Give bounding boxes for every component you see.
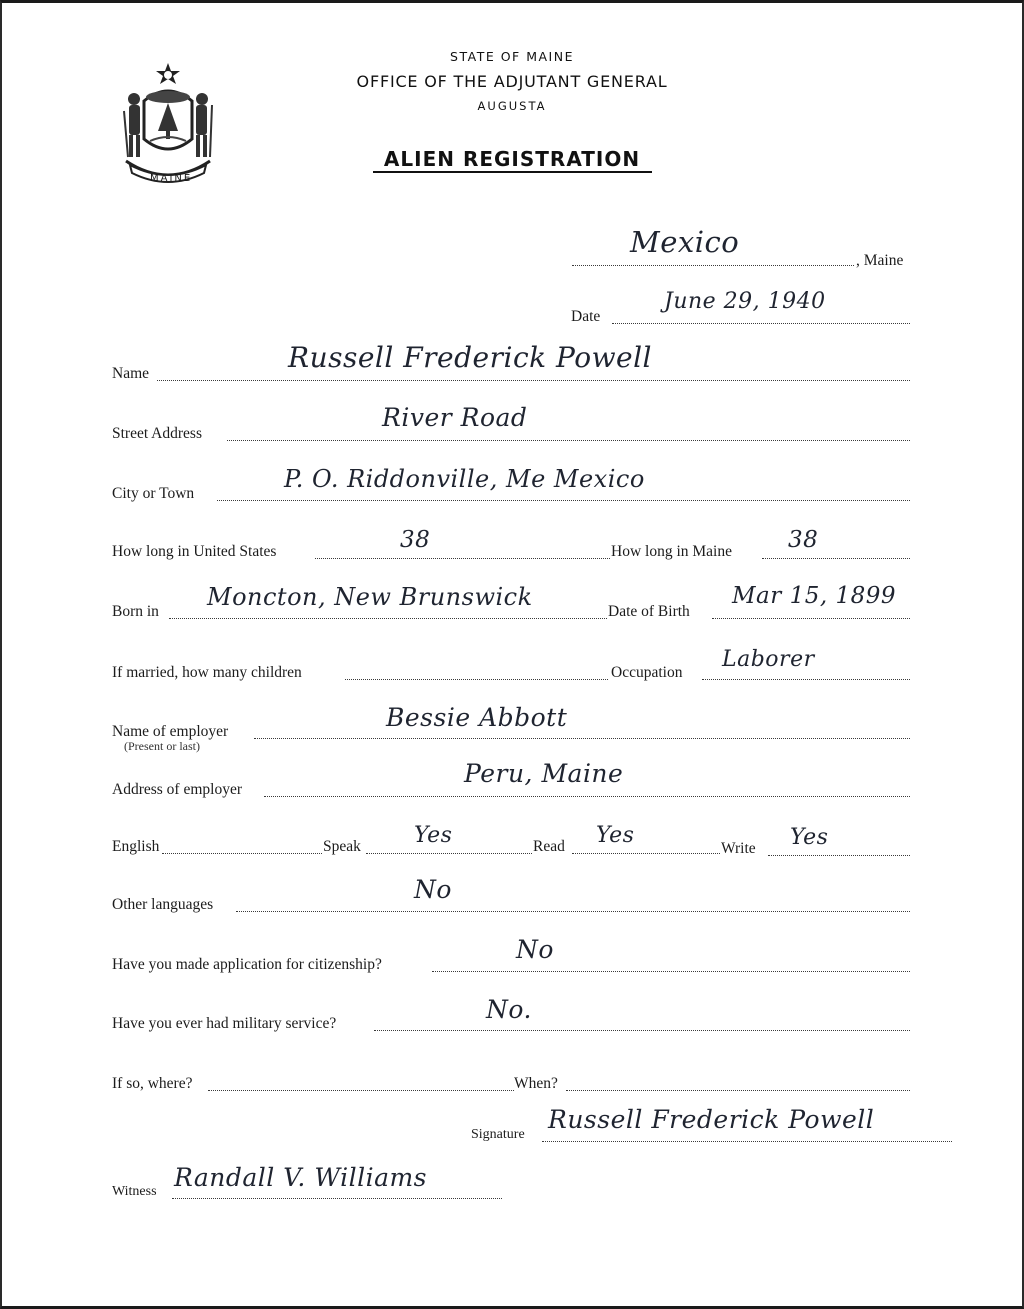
- other-languages-field-line: [236, 911, 910, 912]
- english-field-line: [162, 853, 322, 854]
- city-value: P. O. Riddonville, Me Mexico: [284, 465, 645, 493]
- children-field-line: [345, 679, 608, 680]
- speak-value: Yes: [414, 823, 453, 848]
- years-us-field-line: [315, 558, 610, 559]
- when-field-line: [566, 1090, 910, 1091]
- seal-scroll-text: MAINE: [150, 173, 193, 184]
- name-value: Russell Frederick Powell: [288, 341, 653, 374]
- speak-label: Speak: [323, 838, 361, 855]
- occupation-value: Laborer: [722, 647, 815, 672]
- military-label: Have you ever had military service?: [112, 1015, 337, 1032]
- citizenship-field-line: [432, 971, 910, 972]
- city-label: City or Town: [112, 485, 195, 502]
- employer-field-line: [254, 738, 910, 739]
- state-seal-icon: [114, 61, 222, 191]
- military-field-line: [374, 1030, 910, 1031]
- years-maine-field-line: [762, 558, 910, 559]
- form-title: ALIEN REGISTRATION: [383, 147, 641, 171]
- date-value: June 29, 1940: [664, 289, 826, 314]
- signature-label: Signature: [471, 1127, 525, 1142]
- street-field-line: [227, 440, 910, 441]
- employer-label: Name of employer: [112, 723, 229, 740]
- town-field-line: [572, 265, 854, 266]
- date-field-line: [612, 323, 910, 324]
- write-field-line: [768, 855, 910, 856]
- occupation-field-line: [702, 679, 910, 680]
- street-label: Street Address: [112, 425, 202, 442]
- other-languages-value: No: [414, 875, 452, 904]
- years-us-value: 38: [400, 527, 431, 553]
- street-value: River Road: [382, 403, 528, 432]
- occupation-label: Occupation: [611, 664, 683, 681]
- state-heading: STATE OF MAINE: [450, 49, 574, 64]
- employer-address-field-line: [264, 796, 910, 797]
- when-label: When?: [514, 1075, 558, 1092]
- born-value: Moncton, New Brunswick: [207, 583, 533, 611]
- date-label: Date: [571, 308, 601, 325]
- name-label: Name: [112, 365, 150, 382]
- military-value: No.: [486, 995, 532, 1024]
- signature-value: Russell Frederick Powell: [548, 1105, 875, 1134]
- write-value: Yes: [790, 825, 829, 850]
- town-value: Mexico: [630, 225, 740, 259]
- english-label: English: [112, 838, 160, 855]
- born-field-line: [169, 618, 607, 619]
- speak-field-line: [366, 853, 532, 854]
- birth-date-field-line: [712, 618, 910, 619]
- other-languages-label: Other languages: [112, 896, 214, 913]
- years-maine-value: 38: [788, 527, 819, 553]
- where-field-line: [208, 1090, 514, 1091]
- years-maine-label: How long in Maine: [611, 543, 732, 560]
- citizenship-label: Have you made application for citizenship?: [112, 956, 382, 973]
- witness-field-line: [172, 1198, 502, 1199]
- citizenship-value: No: [516, 935, 554, 964]
- write-label: Write: [721, 840, 756, 857]
- witness-value: Randall V. Williams: [174, 1163, 428, 1192]
- office-heading: OFFICE OF THE ADJUTANT GENERAL: [356, 72, 668, 91]
- read-label: Read: [533, 838, 565, 855]
- town-suffix: , Maine: [856, 252, 904, 269]
- birth-date-label: Date of Birth: [608, 603, 690, 620]
- read-value: Yes: [596, 823, 635, 848]
- city-field-line: [217, 500, 910, 501]
- employer-value: Bessie Abbott: [386, 703, 568, 732]
- read-field-line: [572, 853, 720, 854]
- name-field-line: [157, 380, 910, 381]
- employer-sublabel: (Present or last): [124, 739, 200, 753]
- city-heading: AUGUSTA: [477, 99, 547, 113]
- title-underline: [373, 171, 652, 173]
- signature-field-line: [542, 1141, 952, 1142]
- children-label: If married, how many children: [112, 664, 302, 681]
- employer-address-value: Peru, Maine: [464, 759, 624, 788]
- birth-date-value: Mar 15, 1899: [732, 583, 896, 609]
- born-label: Born in: [112, 603, 159, 620]
- employer-address-label: Address of employer: [112, 781, 242, 798]
- witness-label: Witness: [112, 1184, 157, 1199]
- where-label: If so, where?: [112, 1075, 193, 1092]
- years-us-label: How long in United States: [112, 543, 277, 560]
